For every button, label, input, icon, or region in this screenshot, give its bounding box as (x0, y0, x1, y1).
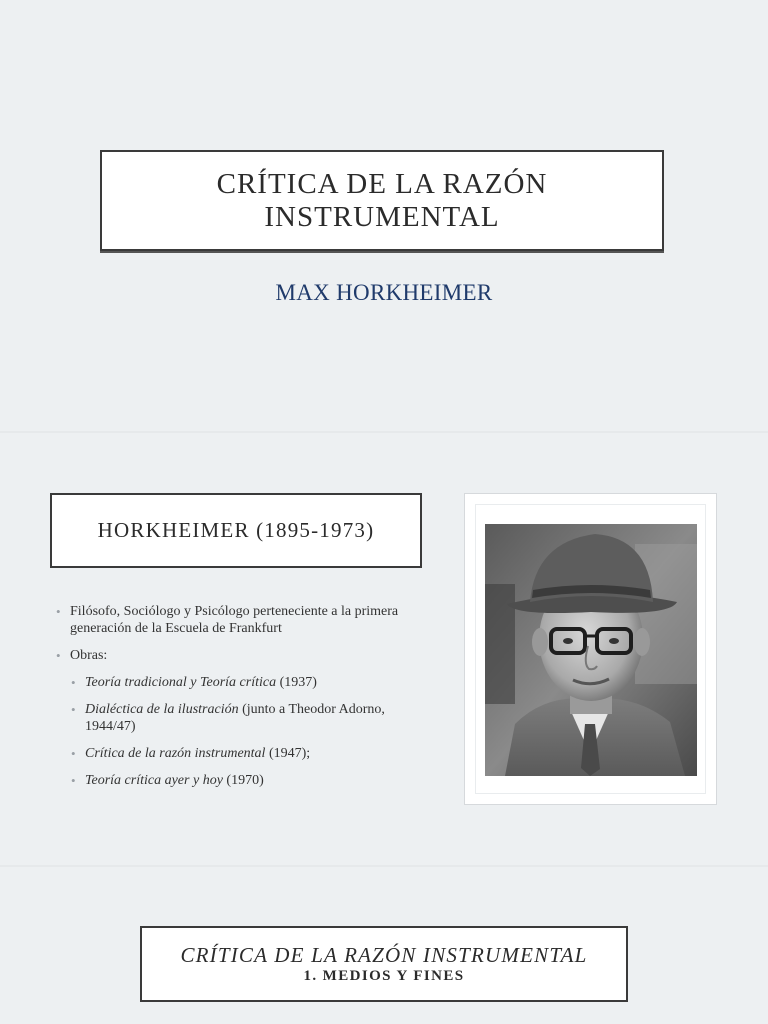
work-title: Crítica de la razón instrumental (85, 746, 266, 761)
work-note: (1970) (222, 773, 264, 788)
slide-section (0, 867, 768, 1024)
author-subtitle: MAX HORKHEIMER (275, 280, 493, 305)
work-item (71, 772, 406, 789)
work-title: Teoría crítica ayer y hoy (85, 773, 223, 788)
slide-biography (0, 433, 768, 865)
section-title-box (140, 926, 628, 1002)
work-item (71, 674, 406, 691)
portrait-illustration (485, 524, 697, 776)
slide-title (0, 0, 768, 431)
work-note: (1947); (265, 746, 311, 761)
work-item (71, 701, 406, 735)
title-line-1: CRÍTICA DE LA RAZÓN (216, 167, 548, 200)
biography-heading: HORKHEIMER (1895-1973) (50, 493, 422, 568)
title-line-2: INSTRUMENTAL (264, 200, 500, 233)
work-note: (1937) (276, 675, 317, 690)
bullet-profession: • Filósofo, Sociólogo y Psicólogo perteneciente a la primera generación de la Escuela de Frankfurt (56, 603, 406, 637)
bullet-list (56, 603, 406, 799)
section-title: CRÍTICA DE LA RAZÓN INSTRUMENTAL (180, 943, 588, 967)
work-note: (junto a Theodor Adorno, 1944/47) (85, 702, 385, 734)
work-title: Dialéctica de la ilustración (85, 702, 239, 717)
portrait-photo (485, 524, 697, 776)
portrait-frame (464, 493, 717, 805)
bullet-works: • Obras: (56, 647, 406, 664)
title-box (100, 150, 664, 251)
section-subtitle: 1. MEDIOS Y FINES (303, 968, 465, 984)
work-item (71, 745, 406, 762)
work-title: Teoría tradicional y Teoría crítica (85, 675, 277, 690)
